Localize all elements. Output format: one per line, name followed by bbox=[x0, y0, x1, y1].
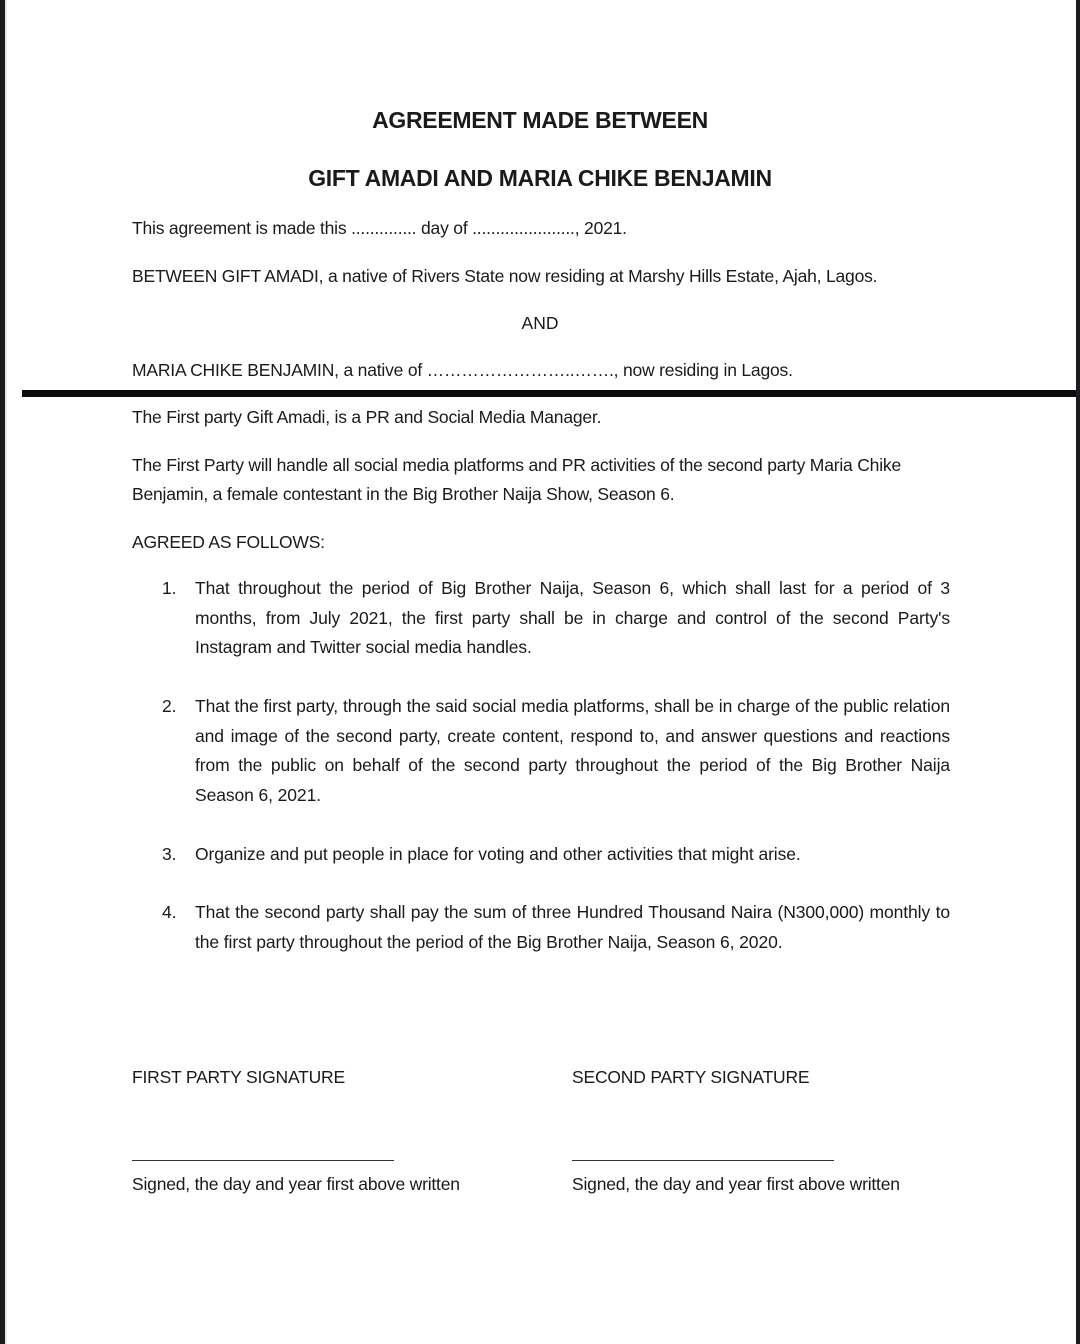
signature-label: FIRST PARTY SIGNATURE bbox=[132, 1067, 345, 1087]
clause-number: 4. bbox=[162, 902, 177, 922]
signature-line[interactable] bbox=[572, 1160, 834, 1161]
agreement-date-line: This agreement is made this .............. day of ......................, 2021. bbox=[132, 218, 627, 238]
clause-item bbox=[162, 692, 950, 810]
clause-item bbox=[162, 574, 950, 663]
clause-text: That throughout the period of Big Brother Naija, Season 6, which shall last for a period of 3 months, from July 2021, the first party shall be in charge and control of the second Party's Instagram and Twitter social media handles. bbox=[195, 578, 950, 657]
and-separator: AND bbox=[521, 313, 559, 333]
clause-item bbox=[162, 898, 950, 957]
first-party-role: The First party Gift Amadi, is a PR and Social Media Manager. bbox=[132, 407, 602, 427]
clause-text: That the first party, through the said social media platforms, shall be in charge of the public relation and image of the second party, create content, respond to, and answer questions and reactions from the public on behalf of the second party throughout the period of the Big Brother Naija Season 6, 2021. bbox=[195, 696, 950, 805]
clause-text: Organize and put people in place for voting and other activities that might arise. bbox=[195, 844, 801, 864]
left-edge-highlight bbox=[5, 0, 7, 1344]
second-party-line: MARIA CHIKE BENJAMIN, a native of ……………………..……., now residing in Lagos. bbox=[132, 360, 793, 380]
agreed-heading: AGREED AS FOLLOWS: bbox=[132, 532, 325, 552]
signature-line[interactable] bbox=[132, 1160, 394, 1161]
clause-number: 3. bbox=[162, 844, 177, 864]
signature-label: SECOND PARTY SIGNATURE bbox=[572, 1067, 810, 1087]
clause-number: 2. bbox=[162, 696, 177, 716]
horizontal-rule bbox=[22, 390, 1076, 397]
document-title: AGREEMENT MADE BETWEEN bbox=[372, 107, 708, 133]
document-parties-title: GIFT AMADI AND MARIA CHIKE BENJAMIN bbox=[308, 165, 772, 191]
scope-paragraph: The First Party will handle all social media platforms and PR activities of the second party Maria Chike Benjamin, a female contestant in the Big Brother Naija Show, Season 6. bbox=[132, 455, 901, 504]
signature-note: Signed, the day and year first above written bbox=[132, 1174, 460, 1194]
right-edge-border bbox=[1076, 0, 1080, 1344]
signature-note: Signed, the day and year first above written bbox=[572, 1174, 900, 1194]
clause-text: That the second party shall pay the sum of three Hundred Thousand Naira (N300,000) monthly to the first party throughout the period of the Big Brother Naija, Season 6, 2020. bbox=[195, 902, 950, 952]
clause-number: 1. bbox=[162, 578, 177, 598]
clause-item bbox=[162, 840, 950, 870]
first-party-line: BETWEEN GIFT AMADI, a native of Rivers State now residing at Marshy Hills Estate, Ajah, Lagos. bbox=[132, 266, 878, 286]
